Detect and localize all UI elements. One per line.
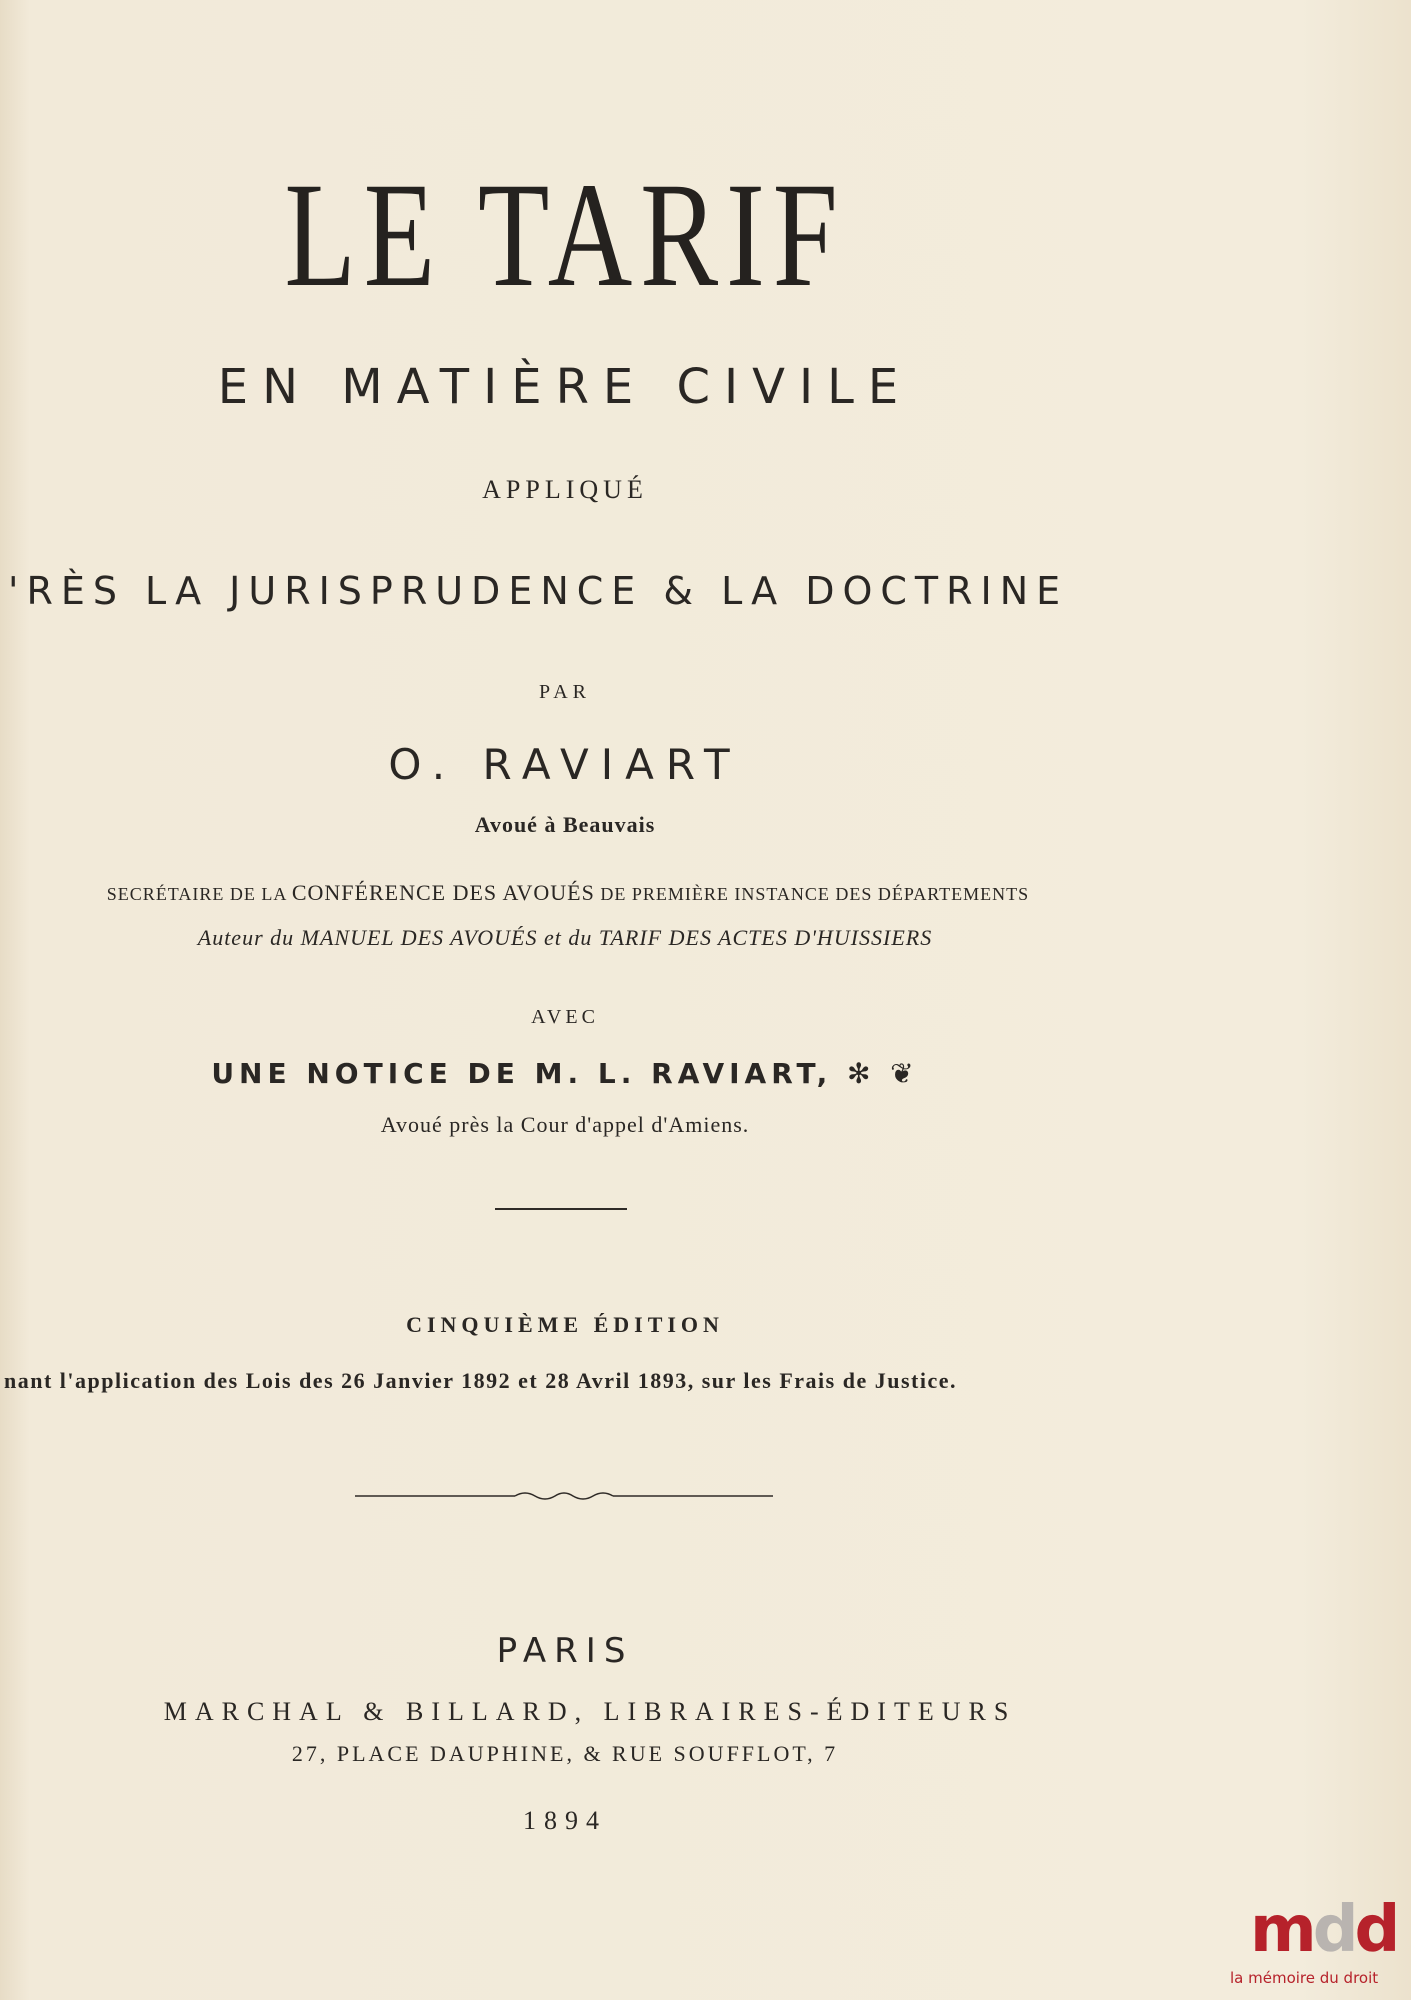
mdd-logo-text: la mémoire du droit [1230,1969,1379,1987]
short-rule-divider [495,1208,627,1210]
notice-role: Avoué près la Cour d'appel d'Amiens. [380,1112,750,1137]
logo-mark-d-grey: d [1312,1893,1355,1967]
ornamental-divider [355,1489,773,1503]
logo-mark-m: m [1250,1893,1313,1967]
author-role: Avoué à Beauvais [474,812,656,837]
city-line: PARIS [496,1631,634,1671]
secretary-part-2: CONFÉRENCE DES AVOUÉS [291,880,595,905]
edition-line: CINQUIÈME ÉDITION [406,1312,724,1337]
logo-mark-d: d [1354,1893,1397,1967]
publisher-line: MARCHAL & BILLARD, LIBRAIRES-ÉDITEURS [163,1697,1017,1726]
book-title: LE TARIF [284,152,846,318]
par-line: PAR [538,681,592,703]
secretary-part-1: SECRÉTAIRE DE LA [106,884,287,904]
jurisprudence-line: 'RÈS LA JURISPRUDENCE & LA DOCTRINE [8,569,1069,613]
auteur-line: Auteur du MANUEL DES AVOUÉS et du TARIF DES ACTES D'HUISSIERS [197,925,933,950]
year-line: 1894 [523,1806,607,1835]
mdd-logo-mark [1250,1895,1396,1965]
notice-line: UNE NOTICE DE M. L. RAVIART, ✻ ❦ [211,1057,919,1090]
avec-line: AVEC [531,1006,599,1028]
secretary-line [48,882,1088,905]
secretary-part-3: DE PREMIÈRE INSTANCE DES DÉPARTEMENTS [600,884,1030,904]
book-subtitle: EN MATIÈRE CIVILE [217,359,913,415]
author-name: O. RAVIART [388,740,742,789]
applique-line: APPLIQUÉ [482,475,648,504]
ornament-scroll [515,1493,613,1499]
address-line: 27, PLACE DAUPHINE, & RUE SOUFFLOT, 7 [291,1741,839,1766]
lois-line: nant l'application des Lois des 26 Janvier 1892 et 28 Avril 1893, sur les Frais de Justice. [4,1368,957,1393]
mdd-logo [1230,1895,1405,1995]
